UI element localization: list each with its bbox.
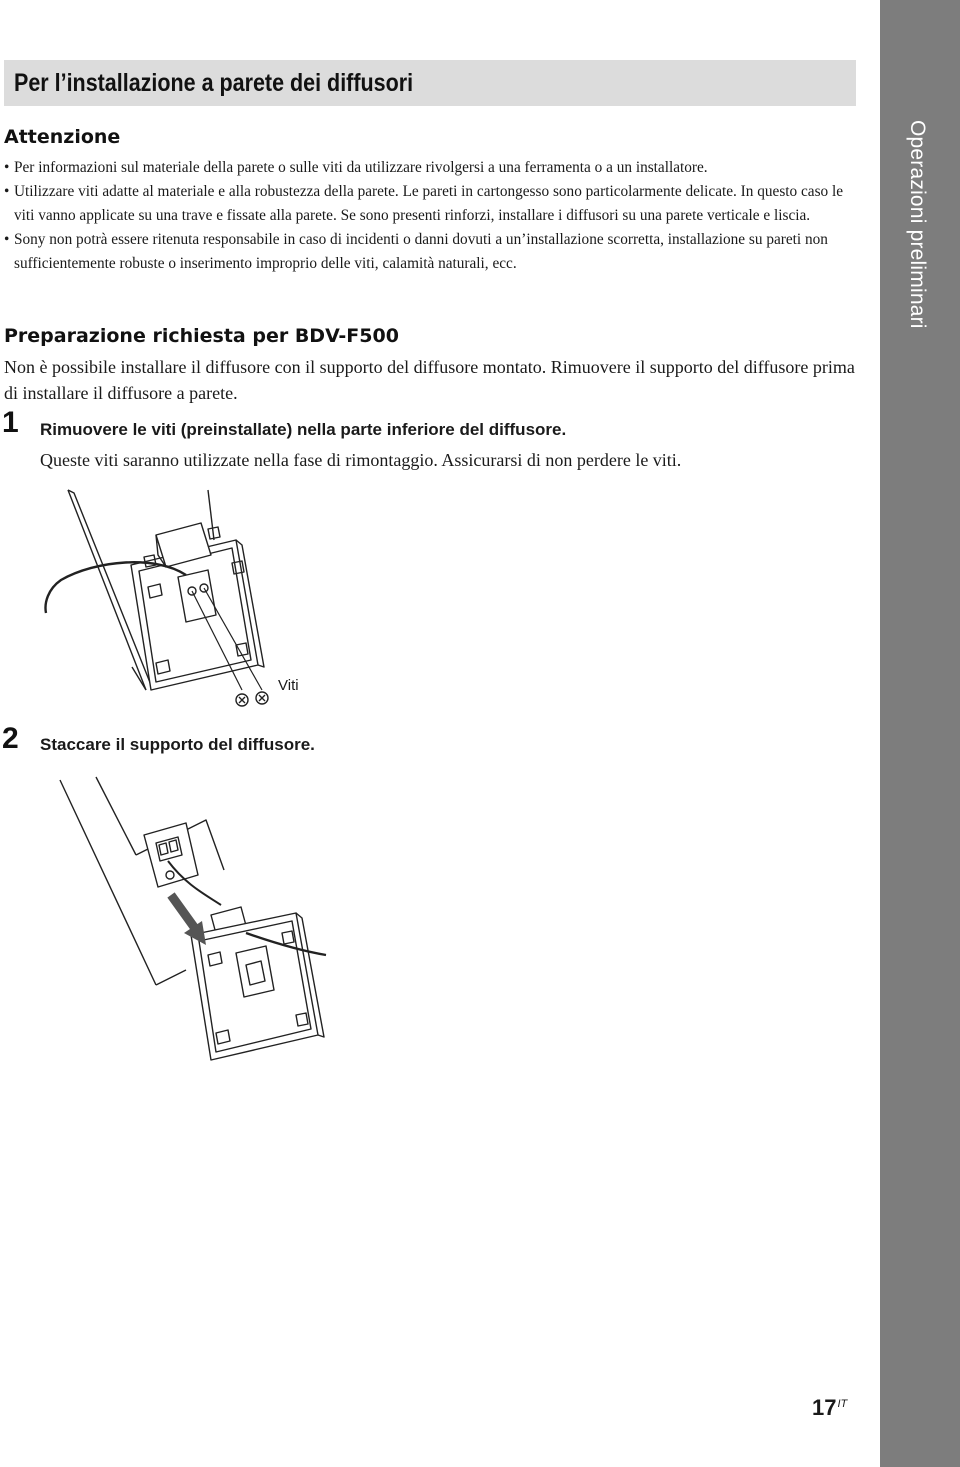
step-1-description: Queste viti saranno utilizzate nella fase di rimontaggio. Assicurarsi di non perdere le viti. [40,450,682,470]
preparation-heading: Preparazione richiesta per BDV-F500 [4,325,399,347]
step-1-number: 1 [2,406,19,439]
screws-label: Viti [278,677,299,694]
page-number: $17^{IT}$ [812,1395,848,1420]
direction-arrow [171,895,206,945]
step-2-title: Staccare il supporto del diffusore. [40,735,315,754]
page-title: Per l’installazione a parete dei diffusori [14,68,414,97]
speaker-stand-detach-illustration [56,775,346,1075]
side-tab-label: Operazioni preliminari [906,120,929,329]
attention-item: • Sony non potrà essere ritenuta responsabile in caso di incidenti o danni dovuti a un’installazione scorretta, installazione su pareti non sufficientemente robuste o inserimento improprio delle viti, calamità naturali, ecc. [4,231,828,272]
title-bar [4,60,856,106]
preparation-text: Non è possibile installare il diffusore con il supporto del diffusore montato. Rimuovere il supporto del diffusore prima di installare il diffusore a parete. [4,357,855,403]
attention-heading: Attenzione [4,126,121,148]
attention-item: • Utilizzare viti adatte al materiale e alla robustezza della parete. Le pareti in cartongesso sono particolarmente delicate. In questo caso le viti vanno applicate su una trave e fissate alla parete. Se sono presenti rinforzi, installare i diffusori su una parete verticale e liscia. [4,183,844,224]
step-2-number: 2 [2,722,19,755]
step-1-title: Rimuovere le viti (preinstallate) nella parte inferiore del diffusore. [40,420,567,439]
attention-item: • Per informazioni sul materiale della parete o sulle viti da utilizzare rivolgersi a una ferramenta o a un installatore. [4,159,708,176]
attention-list [4,156,856,276]
